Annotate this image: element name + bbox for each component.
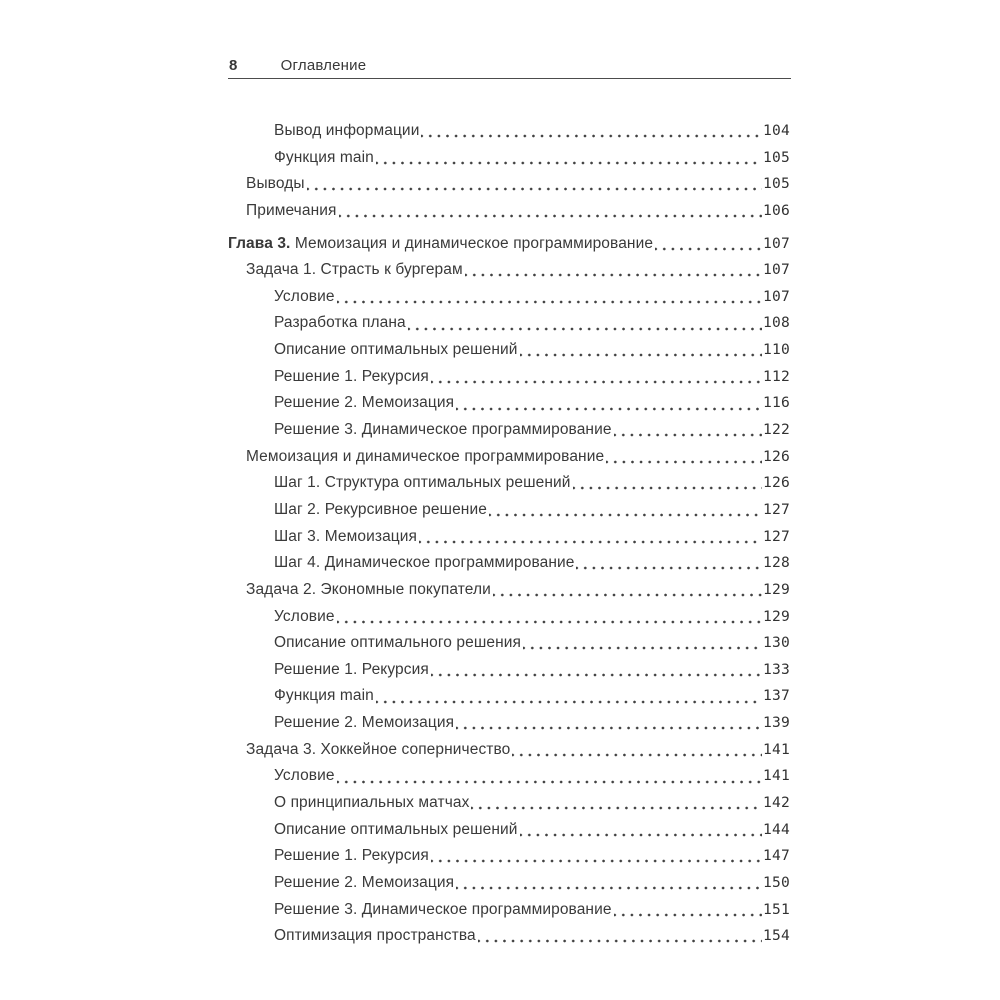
toc-entry bbox=[228, 524, 790, 551]
dot-leader bbox=[465, 257, 762, 284]
toc-entry-title: Мемоизация и динамическое программирование bbox=[246, 447, 605, 465]
toc-entry-page: 107 bbox=[763, 234, 790, 252]
dot-leader bbox=[337, 284, 762, 311]
dot-leader bbox=[307, 171, 762, 198]
toc-entry-page: 137 bbox=[763, 687, 790, 705]
toc-entry-page: 128 bbox=[763, 554, 790, 572]
toc-entry bbox=[228, 118, 790, 145]
toc-entry bbox=[228, 683, 790, 710]
dot-leader bbox=[489, 497, 762, 524]
toc-entry-page: 107 bbox=[763, 287, 790, 305]
dot-leader bbox=[478, 923, 762, 950]
toc-entry-title: Шаг 2. Рекурсивное решение bbox=[274, 500, 487, 518]
dot-leader bbox=[337, 763, 762, 790]
dot-leader bbox=[655, 231, 762, 258]
toc-entry bbox=[228, 337, 790, 364]
toc-entry-title: Решение 2. Мемоизация bbox=[274, 394, 455, 412]
toc-entry-page: 104 bbox=[763, 122, 790, 139]
toc-entry-title: Шаг 3. Мемоизация bbox=[274, 527, 418, 545]
dot-leader bbox=[339, 198, 763, 225]
toc-entry bbox=[228, 870, 790, 897]
toc-entry-title: Функция main bbox=[274, 148, 374, 166]
toc-entry-title: Условие bbox=[274, 607, 335, 625]
toc-entry-title: Вывод информации bbox=[274, 122, 420, 139]
toc-entry-title: Шаг 4. Динамическое программирование bbox=[274, 554, 575, 572]
dot-leader bbox=[512, 737, 762, 764]
toc-entry-title: Решение 1. Рекурсия bbox=[274, 367, 429, 385]
toc-entry-title: Решение 2. Мемоизация bbox=[274, 873, 455, 891]
toc-entry-title: О принципиальных матчах bbox=[274, 794, 470, 812]
toc-entry bbox=[228, 737, 790, 764]
toc-entry bbox=[228, 145, 790, 172]
toc-entry-page: 154 bbox=[763, 927, 790, 945]
dot-leader bbox=[408, 310, 762, 337]
toc-entry-page: 106 bbox=[763, 201, 790, 219]
toc-entry-page: 133 bbox=[763, 660, 790, 678]
dot-leader bbox=[614, 417, 762, 444]
dot-leader bbox=[520, 337, 763, 364]
toc-entry-title: Оптимизация пространства bbox=[274, 927, 476, 945]
toc-entry-page: 127 bbox=[763, 500, 790, 518]
toc-entry-title: Решение 3. Динамическое программирование bbox=[274, 900, 612, 918]
toc-entry-title: Шаг 1. Структура оптимальных решений bbox=[274, 474, 571, 492]
page-header bbox=[229, 58, 791, 74]
dot-leader bbox=[376, 145, 762, 172]
toc-entry bbox=[228, 198, 790, 225]
toc-entry bbox=[228, 843, 790, 870]
dot-leader bbox=[456, 390, 762, 417]
toc-entry bbox=[228, 417, 790, 444]
toc-entry-page: 107 bbox=[763, 261, 790, 279]
toc-entry bbox=[228, 604, 790, 631]
toc-entry bbox=[228, 497, 790, 524]
running-title: Оглавление bbox=[280, 57, 367, 74]
dot-leader bbox=[431, 364, 762, 391]
toc-entry bbox=[228, 390, 790, 417]
toc-entry-title: Решение 1. Рекурсия bbox=[274, 660, 429, 678]
chapter-prefix: Глава 3. bbox=[228, 234, 295, 252]
toc-entry-title: Описание оптимальных решений bbox=[274, 820, 518, 838]
toc-entry-page: 127 bbox=[763, 527, 790, 545]
dot-leader bbox=[431, 843, 762, 870]
dot-leader bbox=[456, 710, 762, 737]
toc-list bbox=[228, 118, 790, 950]
toc-entry-page: 144 bbox=[763, 820, 790, 838]
toc-entry bbox=[228, 470, 790, 497]
page-number: 8 bbox=[229, 57, 238, 74]
toc-entry bbox=[228, 897, 790, 924]
toc-entry-title: Условие bbox=[274, 287, 335, 305]
dot-leader bbox=[573, 470, 762, 497]
dot-leader bbox=[520, 817, 763, 844]
toc-entry bbox=[228, 817, 790, 844]
toc-entry-page: 141 bbox=[763, 740, 790, 758]
dot-leader bbox=[456, 870, 762, 897]
toc-entry-page: 141 bbox=[763, 767, 790, 785]
toc-entry bbox=[228, 763, 790, 790]
toc-entry bbox=[228, 444, 790, 471]
toc-entry-page: 105 bbox=[763, 148, 790, 166]
toc-entry-title: Решение 3. Динамическое программирование bbox=[274, 421, 612, 439]
toc-entry-title: Функция main bbox=[274, 687, 374, 705]
toc-entry bbox=[228, 923, 790, 950]
toc-entry-title: Примечания bbox=[246, 201, 337, 219]
toc-entry-title: Описание оптимальных решений bbox=[274, 341, 518, 359]
toc-entry-title: Решение 1. Рекурсия bbox=[274, 847, 429, 865]
dot-leader bbox=[421, 118, 762, 145]
toc-entry bbox=[228, 657, 790, 684]
toc-entry bbox=[228, 284, 790, 311]
toc-entry-title: Описание оптимального решения bbox=[274, 634, 522, 652]
toc-entry-title: Глава 3. Мемоизация и динамическое программирование bbox=[228, 234, 654, 252]
toc-entry-page: 112 bbox=[763, 367, 790, 385]
dot-leader bbox=[606, 444, 762, 471]
toc-entry bbox=[228, 231, 790, 258]
toc-entry-title: Задача 2. Экономные покупатели bbox=[246, 580, 491, 598]
dot-leader bbox=[493, 577, 762, 604]
toc-entry-page: 142 bbox=[763, 794, 790, 812]
toc-entry-title: Выводы bbox=[246, 175, 305, 193]
toc-entry-page: 110 bbox=[763, 341, 790, 359]
toc-entry bbox=[228, 364, 790, 391]
toc-entry-page: 150 bbox=[763, 873, 790, 891]
toc-entry bbox=[228, 710, 790, 737]
toc-entry bbox=[228, 630, 790, 657]
toc-entry-page: 126 bbox=[763, 447, 790, 465]
dot-leader bbox=[431, 657, 762, 684]
toc-entry-title: Задача 1. Страсть к бургерам bbox=[246, 261, 463, 279]
toc-entry-page: 122 bbox=[763, 421, 790, 439]
toc-entry-title: Решение 2. Мемоизация bbox=[274, 714, 455, 732]
toc-entry bbox=[228, 257, 790, 284]
toc-entry-page: 129 bbox=[763, 607, 790, 625]
toc-entry-page: 126 bbox=[763, 474, 790, 492]
header-rule bbox=[228, 78, 791, 79]
toc-entry-page: 147 bbox=[763, 847, 790, 865]
dot-leader bbox=[419, 524, 762, 551]
dot-leader bbox=[576, 550, 762, 577]
toc-entry-page: 105 bbox=[763, 175, 790, 193]
toc-entry-page: 139 bbox=[763, 714, 790, 732]
toc-entry-title: Условие bbox=[274, 767, 335, 785]
toc-entry-title: Задача 3. Хоккейное соперничество bbox=[246, 740, 511, 758]
toc-entry-page: 108 bbox=[763, 314, 790, 332]
dot-leader bbox=[523, 630, 762, 657]
dot-leader bbox=[376, 683, 762, 710]
toc-entry-title: Разработка плана bbox=[274, 314, 406, 332]
dot-leader bbox=[614, 897, 762, 924]
toc-entry-page: 116 bbox=[763, 394, 790, 412]
dot-leader bbox=[337, 604, 762, 631]
toc-entry bbox=[228, 310, 790, 337]
toc-entry bbox=[228, 550, 790, 577]
toc-entry bbox=[228, 171, 790, 198]
toc-entry-page: 129 bbox=[763, 580, 790, 598]
toc-entry bbox=[228, 577, 790, 604]
toc-entry bbox=[228, 790, 790, 817]
toc-entry-page: 130 bbox=[763, 634, 790, 652]
dot-leader bbox=[471, 790, 762, 817]
toc-entry-page: 151 bbox=[763, 900, 790, 918]
